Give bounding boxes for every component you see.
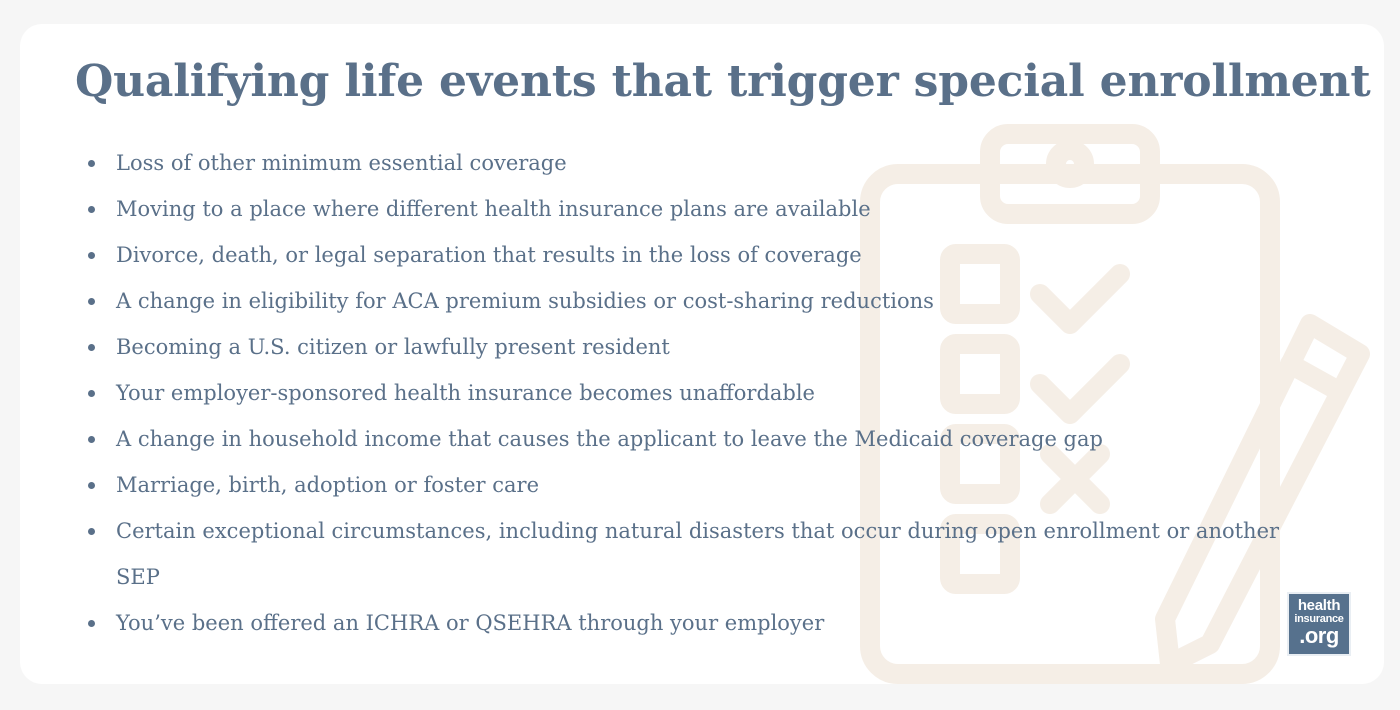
bullet-dot-icon: [88, 390, 95, 397]
list-item-text: Becoming a U.S. citizen or lawfully present resident: [116, 335, 670, 359]
bullet-dot-icon: [88, 620, 95, 627]
list-item: [116, 278, 1316, 324]
content-card: [20, 24, 1384, 684]
bullet-dot-icon: [88, 482, 95, 489]
bullet-dot-icon: [88, 206, 95, 213]
logo-line-insurance: insurance: [1294, 613, 1344, 625]
list-item-text: Marriage, birth, adoption or foster care: [116, 473, 539, 497]
list-item-text: Loss of other minimum essential coverage: [116, 151, 567, 175]
list-item-text: Certain exceptional circumstances, including natural disasters that occur during open enrollment or another SEP: [116, 519, 1280, 589]
list-item: [116, 508, 1316, 600]
list-item: [116, 324, 1316, 370]
bullet-dot-icon: [88, 528, 95, 535]
list-item-text: Moving to a place where different health insurance plans are available: [116, 197, 871, 221]
list-item-text: A change in eligibility for ACA premium subsidies or cost-sharing reductions: [116, 289, 934, 313]
logo-line-org: .org: [1299, 623, 1339, 648]
list-item-text: You’ve been offered an ICHRA or QSEHRA through your employer: [116, 611, 825, 635]
logo-line-health: health: [1297, 597, 1341, 614]
list-item: [116, 186, 1316, 232]
page-title: Qualifying life events that trigger special enrollment: [75, 56, 1371, 107]
bullet-dot-icon: [88, 252, 95, 259]
list-item-text: A change in household income that causes the applicant to leave the Medicaid coverage gap: [116, 427, 1103, 451]
bullet-dot-icon: [88, 298, 95, 305]
healthinsurance-org-logo: [1287, 592, 1351, 656]
list-item-text: Your employer-sponsored health insurance becomes unaffordable: [116, 381, 815, 405]
list-item: [116, 600, 1316, 646]
list-item-text: Divorce, death, or legal separation that results in the loss of coverage: [116, 243, 862, 267]
list-item: [116, 462, 1316, 508]
list-item: [116, 140, 1316, 186]
list-item: [116, 232, 1316, 278]
bullet-dot-icon: [88, 344, 95, 351]
qualifying-events-list: [116, 140, 1316, 646]
list-item: [116, 370, 1316, 416]
bullet-dot-icon: [88, 160, 95, 167]
bullet-dot-icon: [88, 436, 95, 443]
list-item: [116, 416, 1316, 462]
